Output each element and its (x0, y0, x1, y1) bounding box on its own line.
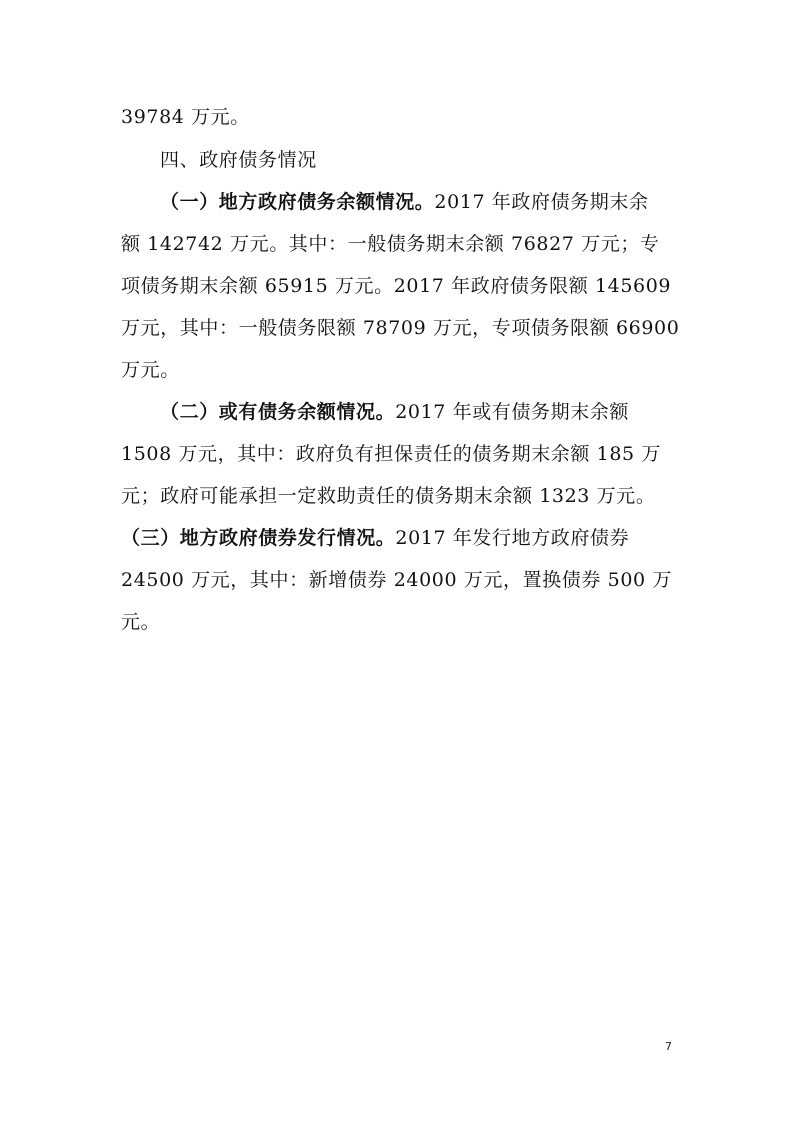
subsection-heading-3: （三）地方政府债券发行情况。 (121, 527, 396, 549)
section-heading: 四、政府债务情况 (160, 149, 317, 171)
subsection-heading-2: （二）或有债务余额情况。 (160, 401, 396, 423)
text-line-11-rest: 2017 年发行地方政府债券 (395, 527, 630, 549)
text-line-12: 24500 万元，其中：新增债券 24000 万元，置换债券 500 万 (121, 569, 672, 591)
text-line-6: 万元，其中：一般债务限额 78709 万元，专项债务限额 66900 (121, 317, 680, 339)
text-line-7: 万元。 (121, 359, 180, 381)
text-line-3 (160, 190, 649, 214)
text-line-10: 元；政府可能承担一定救助责任的债务期末余额 1323 万元。 (121, 485, 656, 507)
text-line-9: 1508 万元，其中：政府负有担保责任的债务期末余额 185 万 (121, 443, 661, 465)
text-line-13: 元。 (121, 611, 161, 633)
text-line-3-rest: 2017 年政府债务期末余 (434, 191, 649, 213)
text-line-4: 额 142742 万元。其中：一般债务期末余额 76827 万元；专 (121, 233, 660, 255)
text-line-5: 项债务期末余额 65915 万元。2017 年政府债务限额 145609 (121, 275, 672, 297)
text-line-1: 39784 万元。 (121, 106, 250, 128)
subsection-heading-1: （一）地方政府债务余额情况。 (160, 191, 435, 213)
page-number: 7 (665, 1040, 672, 1053)
text-line-11 (121, 526, 629, 550)
text-line-8-rest: 2017 年或有债务期末余额 (395, 401, 629, 423)
text-line-8 (160, 400, 629, 424)
